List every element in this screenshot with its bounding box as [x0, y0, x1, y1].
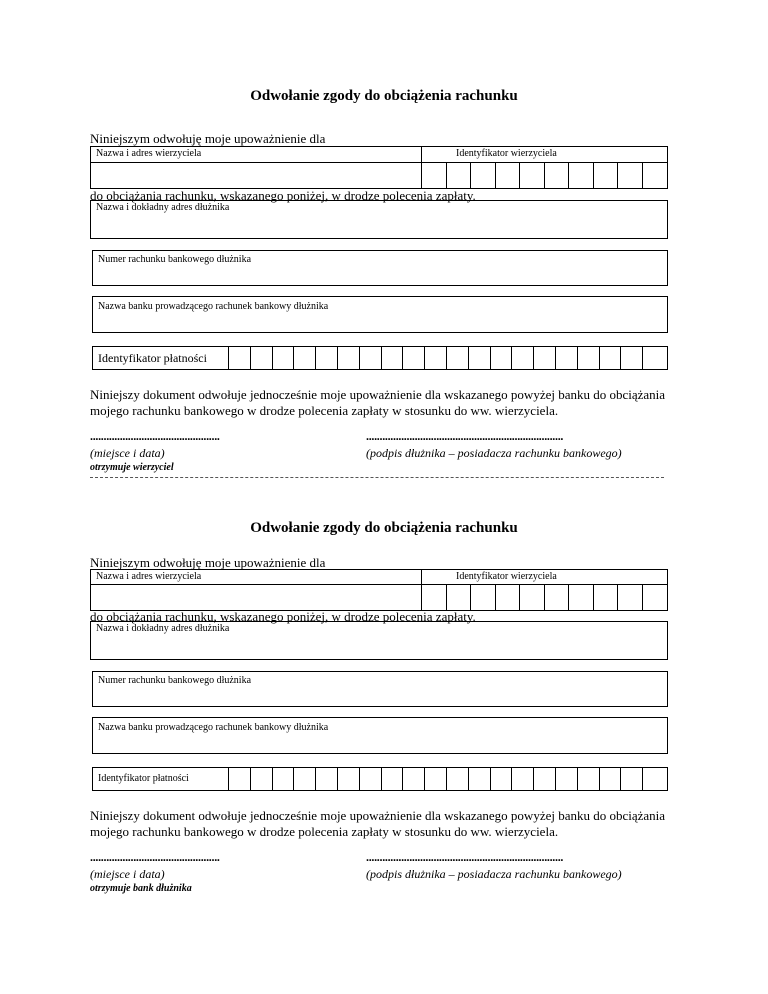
recipient-label: otrzymuje wierzyciel — [90, 462, 174, 473]
payment-id-label: Identyfikator płatności — [98, 351, 207, 365]
form-title: Odwołanie zgody do obciążenia rachunku — [250, 520, 518, 536]
revocation-text: Niniejszy dokument odwołuje jednocześnie moje upoważnienie dla wskazanego powyżej banku do obciążania mojego rachunku bankowego w drodze polecenia zapłaty w stosunku do ww. wierzyciela. — [90, 387, 666, 418]
signature-label: (podpis dłużnika – posiadacza rachunku bankowego) — [366, 446, 622, 460]
debtor-name-label: Nazwa i dokładny adres dłużnika — [96, 623, 230, 634]
creditor-name-field[interactable] — [91, 163, 420, 188]
debtor-name-field[interactable] — [90, 200, 668, 239]
payment-id-cell[interactable] — [556, 347, 578, 369]
payment-id-cell[interactable] — [403, 768, 425, 790]
place-date-label: (miejsce i data) — [90, 867, 165, 881]
payment-id-label: Identyfikator płatności — [98, 773, 189, 784]
payment-id-cell[interactable] — [338, 347, 360, 369]
payment-id-cell[interactable] — [512, 347, 534, 369]
payment-id-cell[interactable] — [534, 768, 556, 790]
payment-id-cell[interactable] — [425, 347, 447, 369]
id-cell[interactable] — [618, 163, 643, 188]
payment-id-cell[interactable] — [251, 768, 273, 790]
signature-line[interactable]: ......................................................................... — [366, 850, 564, 864]
payment-id-cell[interactable] — [512, 768, 534, 790]
payment-id-row[interactable] — [92, 346, 668, 370]
payment-id-cell[interactable] — [621, 347, 643, 369]
id-cell[interactable] — [545, 585, 570, 610]
debtor-bank-label: Nazwa banku prowadzącego rachunek bankowy dłużnika — [98, 301, 329, 312]
id-cell[interactable] — [594, 163, 619, 188]
payment-id-cell[interactable] — [425, 768, 447, 790]
payment-id-cell[interactable] — [338, 768, 360, 790]
payment-id-cell[interactable] — [294, 768, 316, 790]
id-cell[interactable] — [594, 585, 619, 610]
revocation-text: Niniejszy dokument odwołuje jednocześnie moje upoważnienie dla wskazanego powyżej banku do obciążania mojego rachunku bankowego w drodze polecenia zapłaty w stosunku do ww. wierzyciela. — [90, 808, 666, 839]
payment-id-cell[interactable] — [600, 768, 622, 790]
debtor-bank-label: Nazwa banku prowadzącego rachunek bankowy dłużnika — [98, 722, 329, 733]
id-cell[interactable] — [569, 585, 594, 610]
id-cell[interactable] — [471, 585, 496, 610]
place-date-line[interactable]: ................................................ — [90, 429, 220, 443]
payment-id-cell[interactable] — [251, 347, 273, 369]
payment-id-cell[interactable] — [447, 347, 469, 369]
payment-id-row[interactable] — [92, 767, 668, 791]
payment-id-cell[interactable] — [491, 768, 513, 790]
payment-id-cell[interactable] — [643, 347, 666, 369]
id-cell[interactable] — [520, 163, 545, 188]
id-cell[interactable] — [643, 585, 668, 610]
payment-id-cell[interactable] — [229, 768, 251, 790]
payment-id-label-cell — [93, 768, 229, 790]
id-cell[interactable] — [496, 585, 521, 610]
payment-id-cell[interactable] — [556, 768, 578, 790]
id-cell[interactable] — [618, 585, 643, 610]
debtor-account-label: Numer rachunku bankowego dłużnika — [98, 254, 252, 265]
debtor-account-field[interactable] — [92, 671, 668, 707]
creditor-section — [90, 146, 668, 189]
revocation-form-bank-copy — [0, 421, 768, 894]
creditor-section — [90, 569, 668, 611]
payment-id-cell[interactable] — [469, 347, 491, 369]
debtor-name-field[interactable] — [90, 621, 668, 660]
payment-id-cell[interactable] — [382, 347, 404, 369]
debtor-account-label: Numer rachunku bankowego dłużnika — [98, 675, 252, 686]
authorization-text: do obciążania rachunku, wskazanego poniżej, w drodze polecenia zapłaty. — [90, 188, 476, 203]
id-cell[interactable] — [643, 163, 668, 188]
id-cell[interactable] — [496, 163, 521, 188]
intro-text: Niniejszym odwołuję moje upoważnienie dla — [90, 131, 326, 146]
payment-id-cell[interactable] — [534, 347, 556, 369]
payment-id-cell[interactable] — [447, 768, 469, 790]
payment-id-cell[interactable] — [229, 347, 251, 369]
id-cell[interactable] — [545, 163, 570, 188]
payment-id-cell[interactable] — [403, 347, 425, 369]
payment-id-cell[interactable] — [621, 768, 643, 790]
form-title: Odwołanie zgody do obciążenia rachunku — [250, 88, 518, 104]
payment-id-cell[interactable] — [360, 768, 382, 790]
signature-line[interactable]: ......................................................................... — [366, 429, 564, 443]
payment-id-cell[interactable] — [273, 347, 295, 369]
creditor-id-cells[interactable] — [422, 163, 667, 188]
creditor-id-label: Identyfikator wierzyciela — [456, 571, 557, 582]
id-cell[interactable] — [422, 585, 447, 610]
signature-label: (podpis dłużnika – posiadacza rachunku bankowego) — [366, 867, 622, 881]
debtor-bank-field[interactable] — [92, 296, 668, 333]
creditor-name-label: Nazwa i adres wierzyciela — [96, 571, 202, 582]
payment-id-cell[interactable] — [316, 768, 338, 790]
debtor-account-field[interactable] — [92, 250, 668, 286]
authorization-text: do obciążania rachunku, wskazanego poniżej, w drodze polecenia zapłaty. — [90, 609, 476, 624]
id-cell[interactable] — [569, 163, 594, 188]
payment-id-cell[interactable] — [360, 347, 382, 369]
place-date-label: (miejsce i data) — [90, 446, 165, 460]
creditor-name-field[interactable] — [91, 585, 420, 610]
creditor-id-cells[interactable] — [422, 585, 667, 610]
creditor-name-label: Nazwa i adres wierzyciela — [96, 148, 202, 159]
payment-id-label-cell — [93, 347, 229, 369]
creditor-id-label: Identyfikator wierzyciela — [456, 148, 557, 159]
intro-text: Niniejszym odwołuję moje upoważnienie dla — [90, 555, 326, 570]
payment-id-cell[interactable] — [469, 768, 491, 790]
recipient-label: otrzymuje bank dłużnika — [90, 883, 192, 894]
payment-id-cell[interactable] — [316, 347, 338, 369]
debtor-bank-field[interactable] — [92, 717, 668, 754]
payment-id-cell[interactable] — [578, 768, 600, 790]
payment-id-cell[interactable] — [600, 347, 622, 369]
id-cell[interactable] — [471, 163, 496, 188]
payment-id-cell[interactable] — [273, 768, 295, 790]
payment-id-cell[interactable] — [643, 768, 666, 790]
debtor-name-label: Nazwa i dokładny adres dłużnika — [96, 202, 230, 213]
id-cell[interactable] — [520, 585, 545, 610]
payment-id-cell[interactable] — [294, 347, 316, 369]
payment-id-cell[interactable] — [382, 768, 404, 790]
payment-id-cell[interactable] — [578, 347, 600, 369]
place-date-line[interactable]: ................................................ — [90, 850, 220, 864]
id-cell[interactable] — [422, 163, 447, 188]
payment-id-cell[interactable] — [491, 347, 513, 369]
id-cell[interactable] — [447, 585, 472, 610]
id-cell[interactable] — [447, 163, 472, 188]
revocation-form-creditor-copy — [0, 0, 768, 473]
